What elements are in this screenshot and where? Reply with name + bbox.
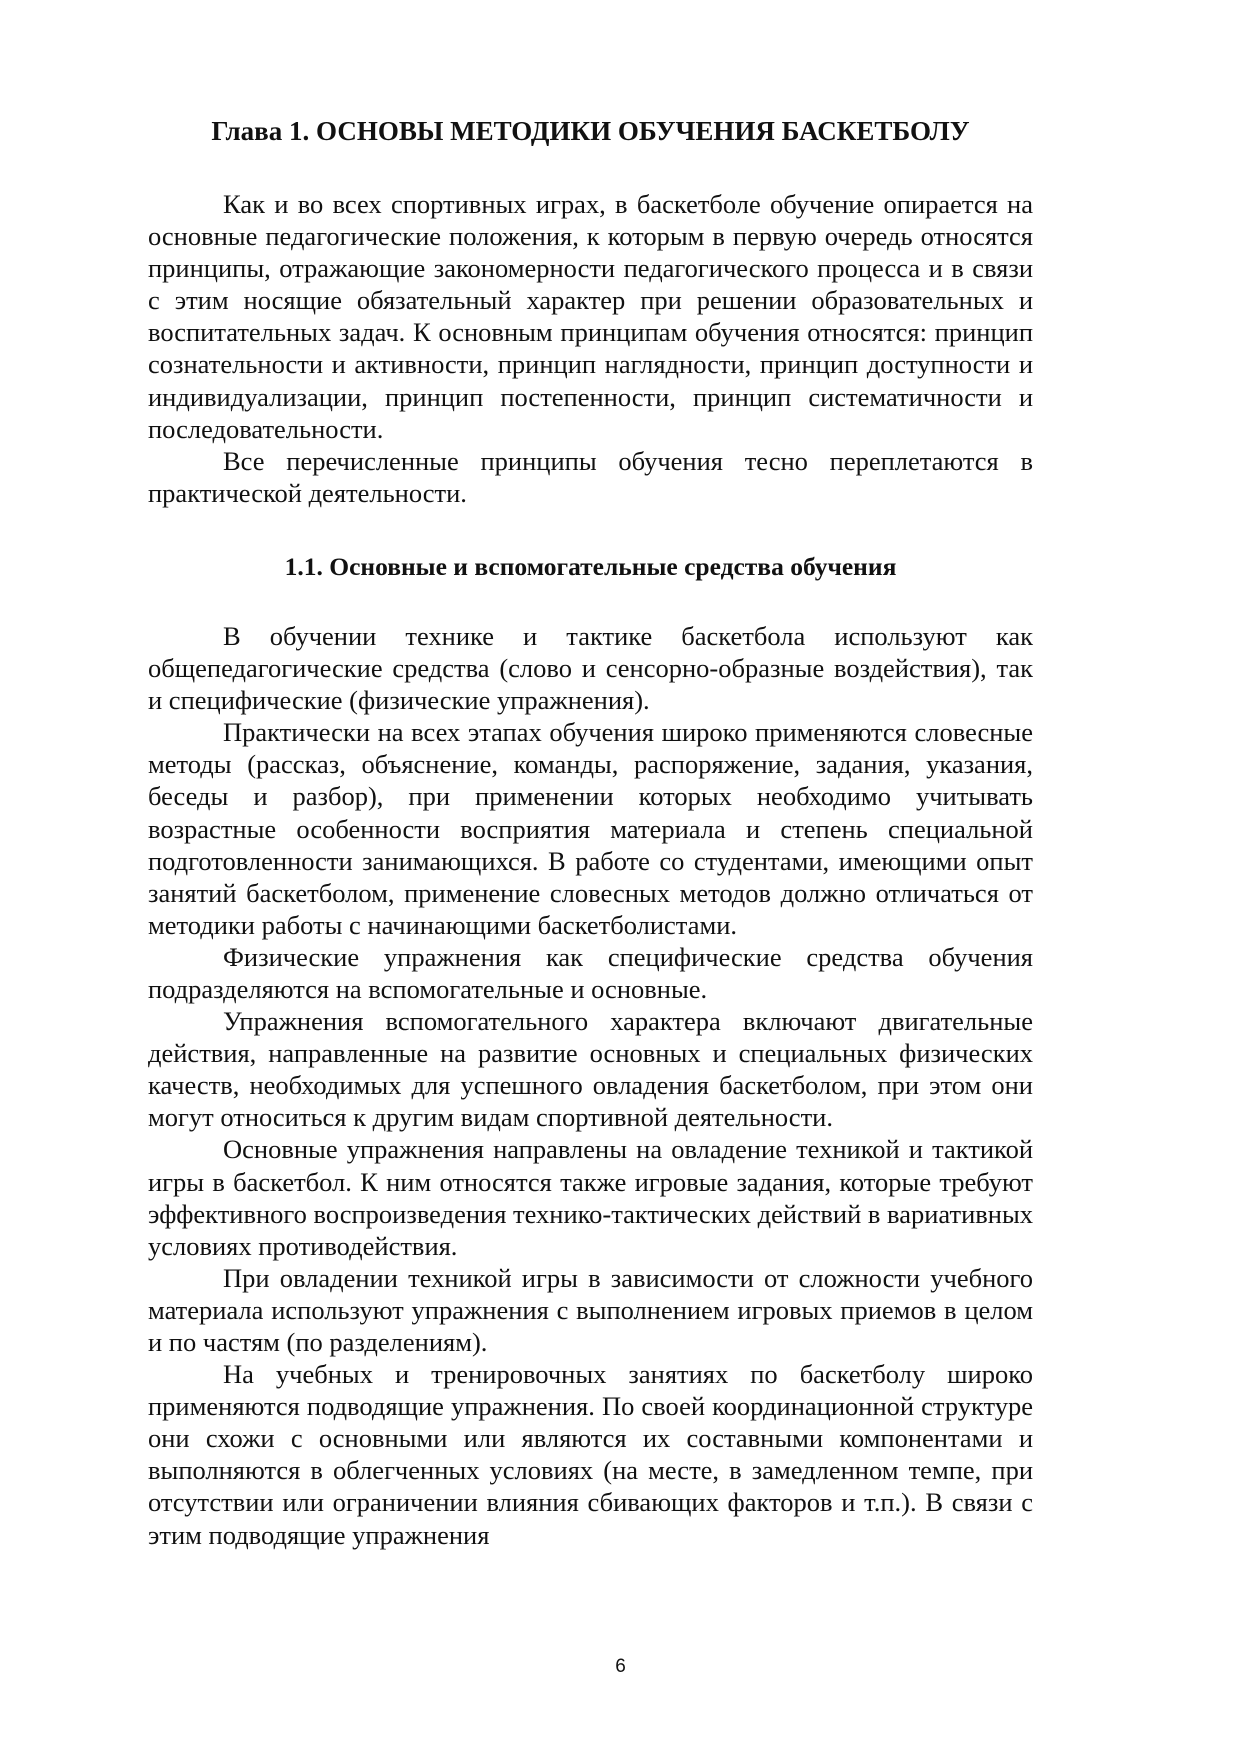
paragraph: Физические упражнения как специфические средства обучения подразделяются на вспомогательные и основные. [148,941,1033,1004]
section-title: 1.1. Основные и вспомогательные средства обучения [284,551,897,581]
spacer [148,583,1033,620]
paragraph: В обучении технике и тактике баскетбола используют как общепедагогические средства (слово и сенсорно-образные воздействия), так и специфические (физические упражнения). [148,620,1033,716]
spacer [148,509,1033,551]
page-content [148,114,1033,1551]
paragraph: Основные упражнения направлены на овладение техникой и тактикой игры в баскетбол. К ним относятся также игровые задания, которые требуют эффективного воспроизведения технико-тактических действий в вариативных условиях противодействия. [148,1134,1033,1261]
paragraph: Практически на всех этапах обучения широко применяются словесные методы (рассказ, объяснение, команды, распоряжение, задания, указания, беседы и разбор), при применении которых необходимо учитывать возрастные особенности восприятия материала и степень специальной подготовленности занимающихся. В работе со студентами, имеющими опыт занятий баскетболом, применение словесных методов должно отличаться от методики работы с начинающими баскетболистами. [148,717,1033,940]
paragraph: Все перечисленные принципы обучения тесно переплетаются в практической деятельности. [148,445,1033,508]
paragraph: На учебных и тренировочных занятиях по баскетболу широко применяются подводящие упражнения. По своей координационной структуре они схожи с основными или являются их составными компонентами и выполняются в облегченных условиях (на месте, в замедленном темпе, при отсутствии или ограничении влияния сбивающих факторов и т.п.). В связи с этим подводящие упражнения [148,1359,1033,1550]
paragraph: Как и во всех спортивных играх, в баскетболе обучение опирается на основные педагогические положения, к которым в первую очередь относятся принципы, отражающие закономерности педагогического процесса и в связи с этим носящие обязательный характер при решении образовательных и воспитательных задач. К основным принципам обучения относятся: принцип сознательности и активности, принцип наглядности, принцип доступности и индивидуализации, принцип постепенности, принцип систематичности и последовательности. [148,189,1033,444]
paragraph: Упражнения вспомогательного характера включают двигательные действия, направленные на развитие основных и специальных физических качеств, необходимых для успешного овладения баскетболом, при этом они могут относиться к другим видам спортивной деятельности. [148,1006,1033,1133]
paragraph: При овладении техникой игры в зависимости от сложности учебного материала используют упражнения с выполнением игровых приемов в целом и по частям (по разделениям). [148,1262,1033,1357]
page-number: 6 [615,1656,626,1677]
chapter-title: Глава 1. ОСНОВЫ МЕТОДИКИ ОБУЧЕНИЯ БАСКЕТБОЛУ [211,116,970,146]
spacer [148,148,1033,188]
